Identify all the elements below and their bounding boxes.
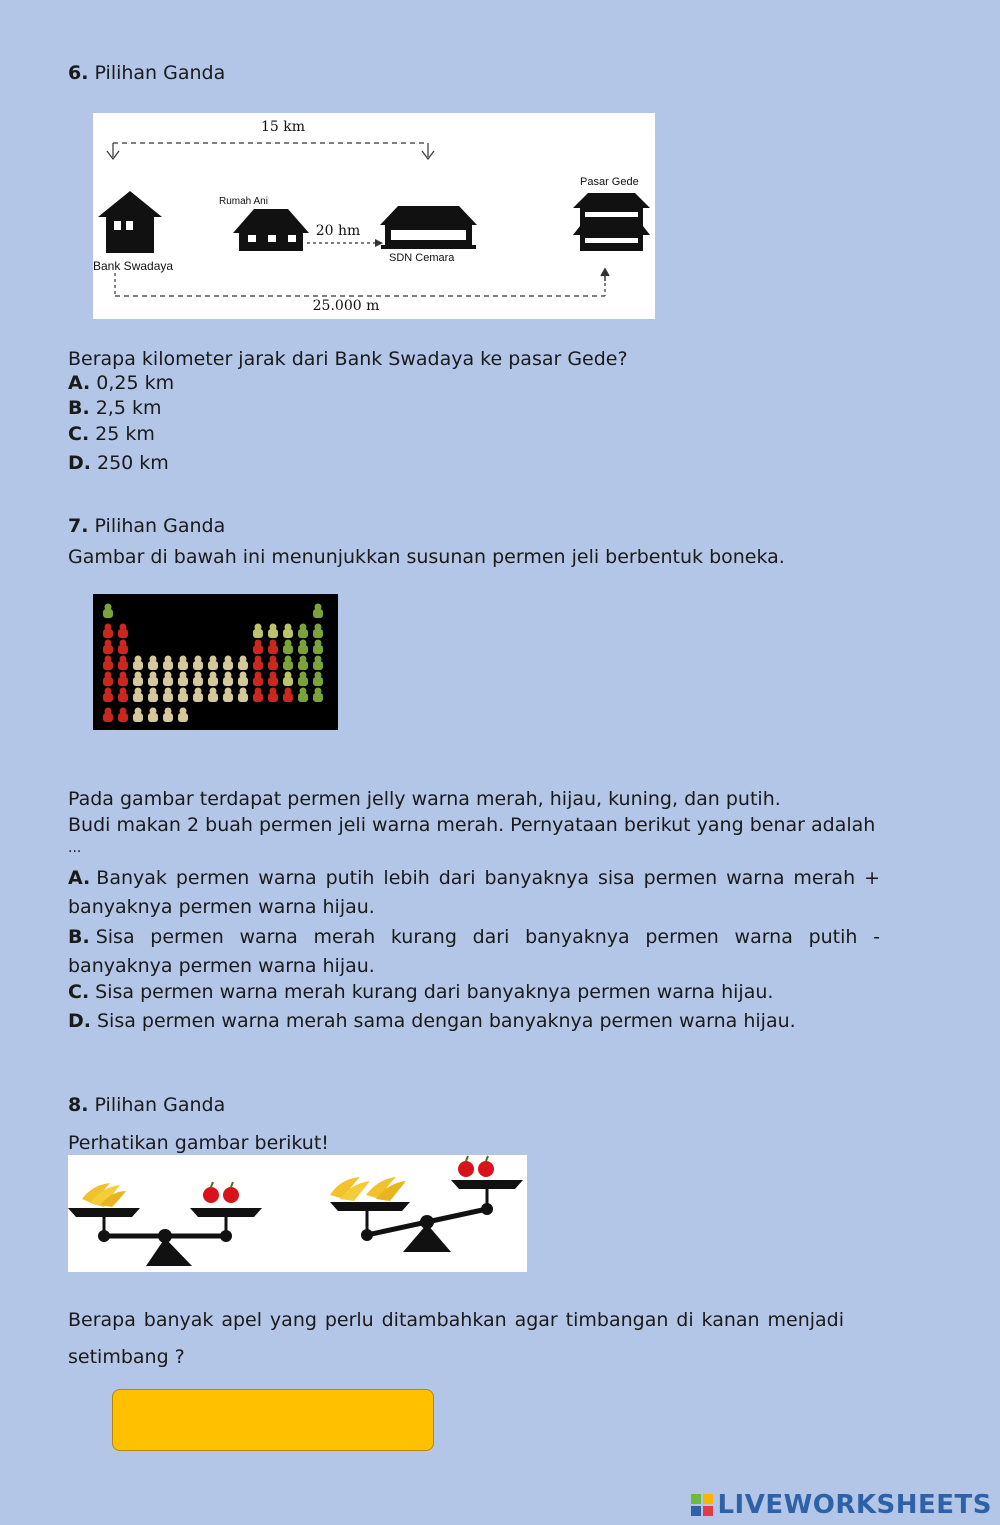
q6-type: Pilihan Ganda [94, 62, 226, 84]
q6-bank-label: Bank Swadaya [93, 259, 174, 273]
liveworksheets-logo-icon [691, 1494, 713, 1516]
q6-option-b[interactable]: B. 2,5 km [68, 397, 162, 419]
q7-line1: Pada gambar terdapat permen jelly warna merah, hijau, kuning, dan putih. [68, 788, 781, 810]
school-building-icon [380, 206, 477, 249]
liveworksheets-logo [691, 1490, 992, 1520]
q7-type: Pilihan Ganda [94, 515, 226, 537]
q8-balance-scales [68, 1155, 527, 1272]
q8-intro: Perhatikan gambar berikut! [68, 1132, 329, 1154]
q6-bottom-distance: 25.000 m [312, 298, 380, 314]
q7-option-d[interactable]: D. Sisa permen warna merah sama dengan banyaknya permen warna hijau. [68, 1010, 796, 1032]
q6-header [68, 62, 225, 84]
q7-number: 7. [68, 515, 89, 537]
q7-option-b[interactable]: B. Sisa permen warna merah kurang dari banyaknya permen warna putih -banyaknya permen warna hijau. [68, 926, 880, 977]
q7-jelly-candy-grid [93, 594, 338, 730]
q7-option-c[interactable]: C. Sisa permen warna merah kurang dari banyaknya permen warna hijau. [68, 981, 774, 1003]
market-building-icon [573, 193, 650, 251]
q6-mid-distance: 20 hm [315, 223, 361, 239]
q8-number: 8. [68, 1094, 89, 1116]
q6-top-distance: 15 km [260, 119, 306, 135]
brand-text: LIVEWORKSHEETS [717, 1490, 992, 1520]
q6-pasar-label: Pasar Gede [580, 176, 639, 188]
q6-option-c[interactable]: C. 25 km [68, 423, 155, 445]
q6-rumah-label: Rumah Ani [219, 196, 268, 207]
answer-input[interactable] [112, 1389, 434, 1451]
q7-option-a[interactable]: A. Banyak permen warna putih lebih dari banyaknya sisa permen warna merah + banyaknya permen warna hijau. [68, 867, 880, 918]
q6-sdn-label: SDN Cemara [389, 252, 455, 264]
q7-header [68, 515, 225, 537]
q8-type: Pilihan Ganda [94, 1094, 226, 1116]
q7-intro: Gambar di bawah ini menunjukkan susunan permen jeli berbentuk boneka. [68, 546, 785, 568]
q6-question: Berapa kilometer jarak dari Bank Swadaya ke pasar Gede? [68, 348, 628, 370]
q6-distance-map [93, 113, 655, 319]
q6-number: 6. [68, 62, 89, 84]
q7-ellipsis: ... [68, 840, 82, 856]
q6-option-d[interactable]: D. 250 km [68, 452, 169, 474]
q7-line2: Budi makan 2 buah permen jeli warna merah. Pernyataan berikut yang benar adalah [68, 814, 876, 836]
q8-header [68, 1094, 225, 1116]
q6-option-a[interactable]: A. 0,25 km [68, 372, 175, 394]
q8-question: Berapa banyak apel yang perlu ditambahkan agar timbangan di kanan menjadi setimbang ? [68, 1309, 844, 1368]
